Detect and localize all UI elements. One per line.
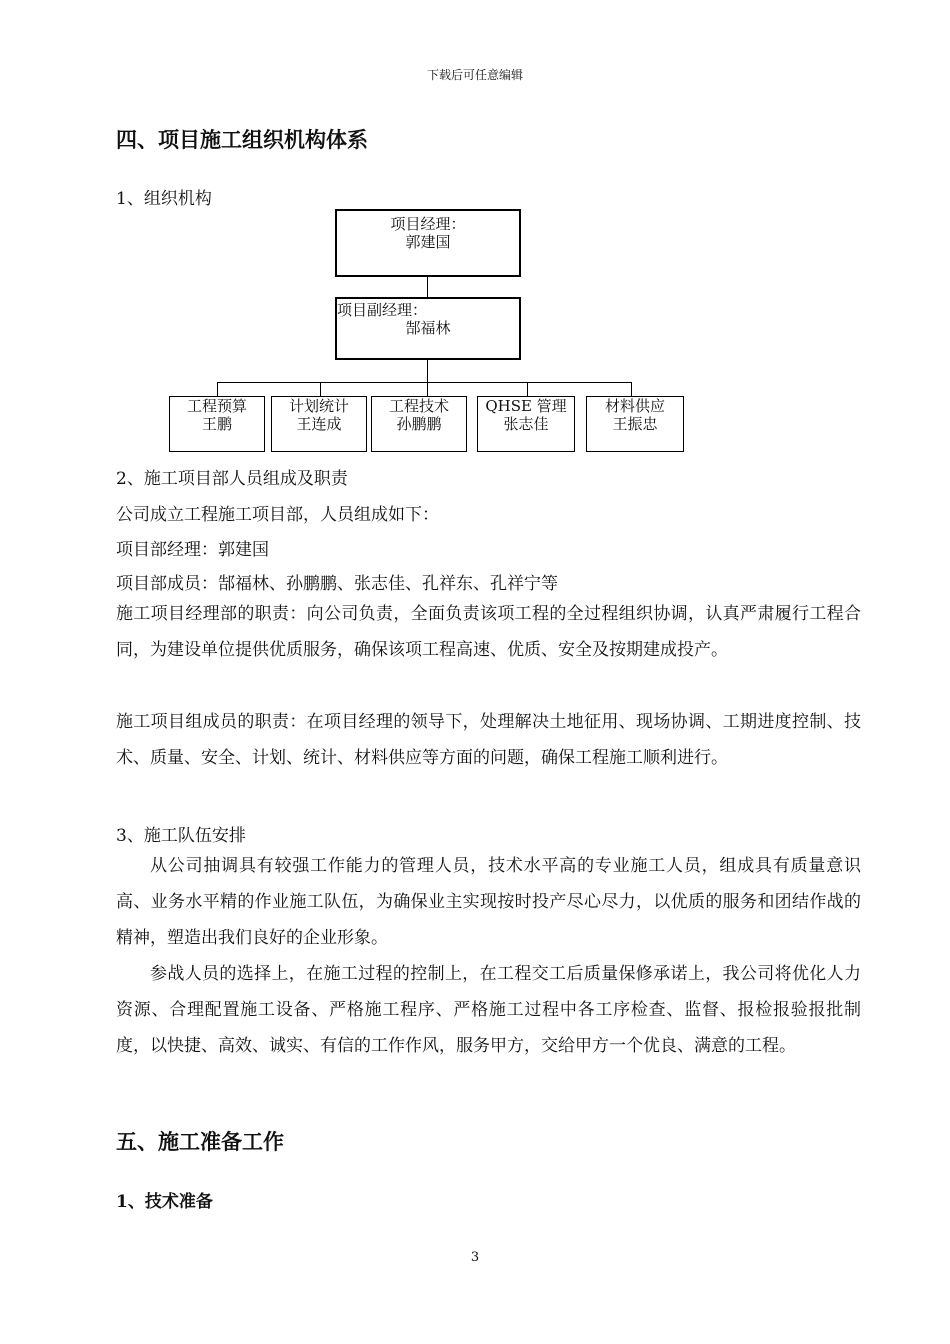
org-box-project-manager [335,209,521,277]
org-person: 王振忠 [612,415,658,433]
section-4-title: 四、项目施工组织机构体系 [116,127,368,152]
org-box-member [169,396,265,452]
org-person: 王连成 [296,415,342,433]
org-connector [427,360,428,382]
section-5-title: 五、施工准备工作 [116,1129,284,1154]
subheading-team-arrangement: 3、施工队伍安排 [116,826,246,846]
org-role: 材料供应 [604,397,665,415]
subheading-staff-duties: 2、施工项目部人员组成及职责 [116,469,348,489]
org-box-member [271,396,367,452]
org-role: 工程预算 [186,397,247,415]
org-role: 项目副经理： [337,301,428,319]
paragraph-member-duties: 施工项目组成员的职责：在项目经理的领导下，处理解决土地征用、现场协调、工期进度控制、技术、质量、安全、计划、统计、材料供应等方面的问题，确保工程施工顺利进行。 [116,712,861,768]
org-connector [427,277,428,297]
org-box-member [371,396,467,452]
org-person: 张志佳 [503,415,549,433]
body-line: 项目部经理：郭建国 [116,540,269,560]
org-person: 孙鹏鹏 [396,415,442,433]
org-role: 工程技术 [388,397,449,415]
paragraph-department-duties: 施工项目经理部的职责：向公司负责，全面负责该项工程的全过程组织协调，认真严肃履行工程合同，为建设单位提供优质服务，确保该项工程高速、优质、安全及按期建成投产。 [116,604,861,660]
subheading-technical-prep: 1、技术准备 [116,1192,213,1212]
org-person: 郜福林 [405,319,451,337]
org-role: 计划统计 [288,397,349,415]
paragraph-team-2: 参战人员的选择上，在施工过程的控制上，在工程交工后质量保修承诺上，我公司将优化人力资源、合理配置施工设备、严格施工程序、严格施工过程中各工序检查、监督、报检报验报批制度，以快捷、高效、诚实、有信的工作作风，服务甲方，交给甲方一个优良、满意的工程。 [116,964,861,1056]
org-role: 项目经理： [390,215,466,233]
org-role: QHSE 管理 [485,397,567,415]
paragraph-team-1: 从公司抽调具有较强工作能力的管理人员，技术水平高的专业施工人员，组成具有质量意识高、业务水平精的作业施工队伍，为确保业主实现按时投产尽心尽力，以优质的服务和团结作战的精神，塑造出我们良好的企业形象。 [116,856,861,948]
org-branch-line [217,382,632,383]
body-line: 项目部成员：郜福林、孙鹏鹏、张志佳、孔祥东、孔祥宁等 [116,574,558,594]
org-box-member [586,396,684,452]
page-header-note: 下载后可任意编辑 [426,68,523,82]
org-person: 郭建国 [405,233,451,251]
page-number: 3 [470,1250,480,1265]
org-box-member [477,396,575,452]
org-box-deputy-manager [335,297,521,360]
org-person: 王鹏 [201,415,232,433]
subheading-org-structure: 1、组织机构 [116,189,212,209]
body-line: 公司成立工程施工项目部，人员组成如下： [116,505,439,525]
